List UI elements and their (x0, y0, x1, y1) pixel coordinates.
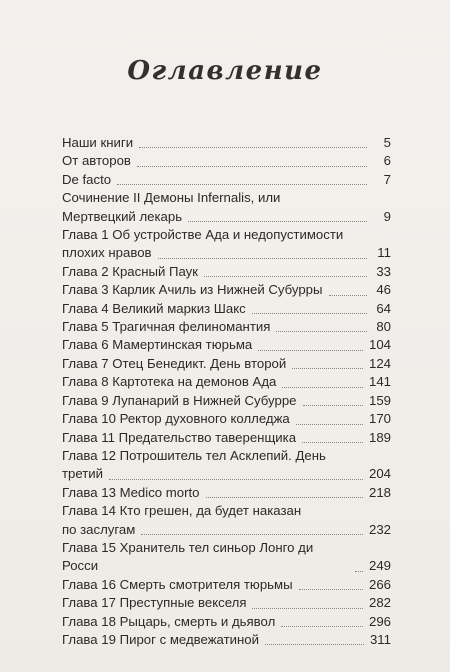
toc-entry-page: 282 (368, 595, 391, 611)
dot-leader (252, 313, 367, 314)
toc-entry-page: 11 (377, 245, 391, 261)
toc-entry[interactable] (62, 300, 391, 318)
toc-entry[interactable] (62, 152, 391, 170)
toc-entry[interactable] (62, 171, 391, 189)
dot-leader (204, 276, 367, 277)
toc-entry[interactable] (62, 539, 391, 576)
toc-entry[interactable] (62, 613, 391, 631)
toc-entry-title: Глава 3 Карлик Ачиль из Нижней Субурры (62, 282, 323, 298)
toc-entry-title-line2: Мертвецкий лекарь (62, 208, 183, 224)
toc-entry-page: 296 (368, 613, 391, 629)
toc-entry-page: 9 (383, 208, 391, 224)
toc-entry-title: Наши книги (62, 135, 134, 150)
dot-leader (282, 387, 363, 388)
dot-leader (188, 221, 367, 222)
toc-entry[interactable] (62, 281, 391, 299)
dot-leader (292, 368, 363, 369)
toc-entry-page: 64 (376, 300, 391, 316)
toc-entry[interactable] (62, 576, 391, 594)
toc-entry-page: 218 (368, 484, 391, 500)
table-of-contents (62, 134, 391, 649)
toc-entry-page: 170 (368, 411, 391, 427)
toc-entry-title: От авторов (62, 153, 131, 169)
toc-entry-title: Глава 16 Смерть смотрителя тюрьмы (62, 576, 293, 592)
toc-entry-title-line2: плохих нравов (62, 245, 152, 261)
toc-entry-title: Глава 6 Мамертинская тюрьма (62, 337, 253, 353)
toc-entry-page: 266 (368, 576, 391, 592)
toc-entry-page: 5 (383, 135, 391, 150)
toc-entry-title: Глава 4 Великий маркиз Шакс (62, 300, 246, 316)
toc-entry-title: Глава 9 Лупанарий в Нижней Субурре (62, 392, 297, 408)
toc-entry-title: Глава 15 Хранитель тел синьор Лонго ди Росси (62, 539, 314, 574)
toc-entry[interactable] (62, 429, 391, 447)
dot-leader (355, 571, 363, 572)
toc-entry-title-line1: Сочинение II Демоны Infernalis, или (62, 190, 281, 206)
toc-entry[interactable] (62, 373, 391, 391)
toc-entry-page: 33 (376, 263, 391, 279)
toc-entry-page: 311 (369, 631, 391, 647)
dot-leader (139, 147, 367, 148)
dot-leader (258, 350, 363, 351)
toc-entry-title: De facto (62, 171, 112, 187)
toc-entry[interactable] (62, 631, 391, 649)
dot-leader (303, 405, 363, 406)
toc-entry[interactable] (62, 484, 391, 502)
toc-entry[interactable] (62, 263, 391, 281)
toc-entry-page: 7 (383, 171, 391, 187)
toc-entry[interactable] (62, 189, 391, 226)
dot-leader (276, 331, 367, 332)
toc-entry[interactable] (62, 134, 391, 152)
toc-entry-title: Глава 13 Medico morto (62, 484, 200, 500)
dot-leader (252, 608, 363, 609)
dot-leader (265, 644, 364, 645)
toc-entry-title-line2: третий (62, 466, 104, 482)
toc-entry[interactable] (62, 594, 391, 612)
dot-leader (158, 258, 367, 259)
dot-leader (206, 497, 363, 498)
toc-entry-page: 46 (376, 282, 391, 298)
toc-entry-page: 159 (368, 392, 391, 408)
toc-entry[interactable] (62, 226, 391, 263)
toc-entry-title: Глава 5 Трагичная фелиномантия (62, 319, 271, 335)
toc-entry-page: 6 (383, 153, 391, 169)
toc-entry-page: 189 (368, 429, 391, 445)
toc-entry-title: Глава 8 Картотека на демонов Ада (62, 374, 277, 390)
dot-leader (329, 295, 368, 296)
dot-leader (281, 626, 363, 627)
toc-entry-page: 204 (368, 466, 391, 482)
toc-entry-title-line1: Глава 1 Об устройстве Ада и недопустимости (62, 227, 344, 243)
toc-entry-page: 232 (368, 521, 391, 537)
toc-entry[interactable] (62, 447, 391, 484)
dot-leader (117, 184, 367, 185)
toc-entry-page: 124 (368, 355, 391, 371)
dot-leader (296, 424, 363, 425)
dot-leader (302, 442, 363, 443)
toc-entry-page: 80 (376, 319, 391, 335)
toc-entry[interactable] (62, 318, 391, 336)
toc-entry-title: Глава 2 Красный Паук (62, 263, 199, 279)
dot-leader (299, 589, 363, 590)
toc-entry-title: Глава 19 Пирог с медвежатиной (62, 631, 259, 647)
toc-entry-title: Глава 11 Предательство таверенщика (62, 429, 297, 445)
toc-entry-page: 141 (368, 374, 391, 390)
toc-entry-page: 249 (368, 558, 391, 574)
toc-entry-page: 104 (368, 337, 391, 353)
toc-entry-title-line2: по заслугам (62, 521, 136, 537)
toc-entry-title: Глава 10 Ректор духовного колледжа (62, 411, 290, 427)
toc-entry[interactable] (62, 392, 391, 410)
toc-entry-title-line1: Глава 12 Потрошитель тел Асклепий. День (62, 447, 326, 463)
dot-leader (141, 534, 363, 535)
toc-entry[interactable] (62, 502, 391, 539)
toc-entry-title-line1: Глава 14 Кто грешен, да будет наказан (62, 503, 302, 519)
page-title: Оглавление (127, 56, 323, 86)
toc-entry-title: Глава 18 Рыцарь, смерть и дьявол (62, 613, 276, 629)
toc-entry[interactable] (62, 410, 391, 428)
toc-entry-title: Глава 7 Отец Бенедикт. День второй (62, 355, 287, 371)
toc-entry-title: Глава 17 Преступные векселя (62, 595, 247, 611)
dot-leader (137, 166, 367, 167)
toc-entry[interactable] (62, 336, 391, 354)
toc-entry[interactable] (62, 355, 391, 373)
dot-leader (109, 479, 363, 480)
